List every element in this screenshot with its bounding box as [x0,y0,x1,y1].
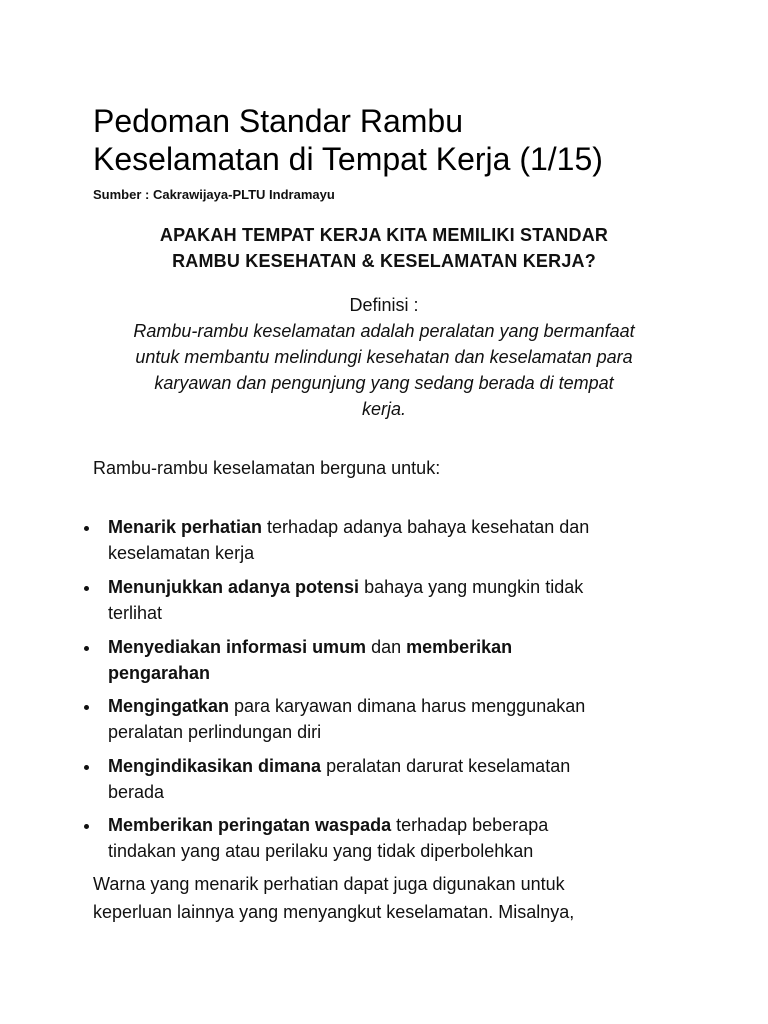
document-title [93,102,713,178]
list-item-line: berada [108,782,165,802]
plain-phrase: peralatan darurat keselamatan [321,756,571,776]
plain-phrase: para karyawan dimana harus menggunakan [229,696,586,716]
list-item-line: tindakan yang atau perilaku yang tidak diperbolehkan [108,841,534,861]
bullet-icon [84,824,89,829]
list-item-line [108,753,684,779]
bullet-icon [84,705,89,710]
bold-phrase: memberikan [406,637,513,657]
list-intro: Rambu-rambu keselamatan berguna untuk: [93,458,441,478]
bullet-icon [84,526,89,531]
question-line-2: RAMBU KESEHATAN & KESELAMATAN KERJA? [172,251,596,271]
list-item-text [108,812,684,864]
list-item-line [108,574,684,600]
definition-line: karyawan dan pengunjung yang sedang berada di tempat [154,373,614,393]
bold-phrase: Mengindikasikan dimana [108,756,322,776]
bold-phrase: Memberikan peringatan waspada [108,815,392,835]
definition-line: kerja. [361,399,406,419]
plain-phrase: dan [366,637,407,657]
definition-label: Definisi : [349,295,419,315]
bold-phrase: Menunjukkan adanya potensi [108,577,360,597]
bold-phrase: pengarahan [108,663,211,683]
list-item-line [108,693,684,719]
title-line-1: Pedoman Standar Rambu [93,103,463,139]
closing-paragraph [93,870,713,926]
list-item-line [108,660,684,686]
list-item-text [108,514,684,566]
list-item-line: keselamatan kerja [108,543,255,563]
definition-line: Rambu-rambu keselamatan adalah peralatan yang bermanfaat [133,321,635,341]
source-credit: Sumber : Cakrawijaya-PLTU Indramayu [93,187,335,202]
list-item-line: peralatan perlindungan diri [108,722,322,742]
list-item-text [108,634,684,686]
bullet-icon [84,765,89,770]
definition-block [60,292,708,422]
list-item-text [108,574,684,626]
title-line-2: Keselamatan di Tempat Kerja (1/15) [93,141,603,177]
bold-phrase: Mengingatkan [108,696,230,716]
list-item-line: terlihat [108,603,163,623]
closing-line-1: Warna yang menarik perhatian dapat juga digunakan untuk [93,874,565,894]
list-item-text [108,693,684,745]
plain-phrase: terhadap adanya bahaya kesehatan dan [262,517,590,537]
bold-phrase: Menarik perhatian [108,517,263,537]
bullet-icon [84,646,89,651]
list-item-text [108,753,684,805]
list-item-line [108,514,684,540]
list-item-line [108,634,684,660]
list-item-line [108,812,684,838]
bold-phrase: Menyediakan informasi umum [108,637,367,657]
definition-line: untuk membantu melindungi kesehatan dan keselamatan para [135,347,633,367]
closing-line-2: keperluan lainnya yang menyangkut keselamatan. Misalnya, [93,902,575,922]
plain-phrase: terhadap beberapa [391,815,549,835]
bullet-icon [84,586,89,591]
plain-phrase: bahaya yang mungkin tidak [359,577,584,597]
question-line-1: APAKAH TEMPAT KERJA KITA MEMILIKI STANDAR [159,225,609,245]
question-heading [60,222,708,274]
